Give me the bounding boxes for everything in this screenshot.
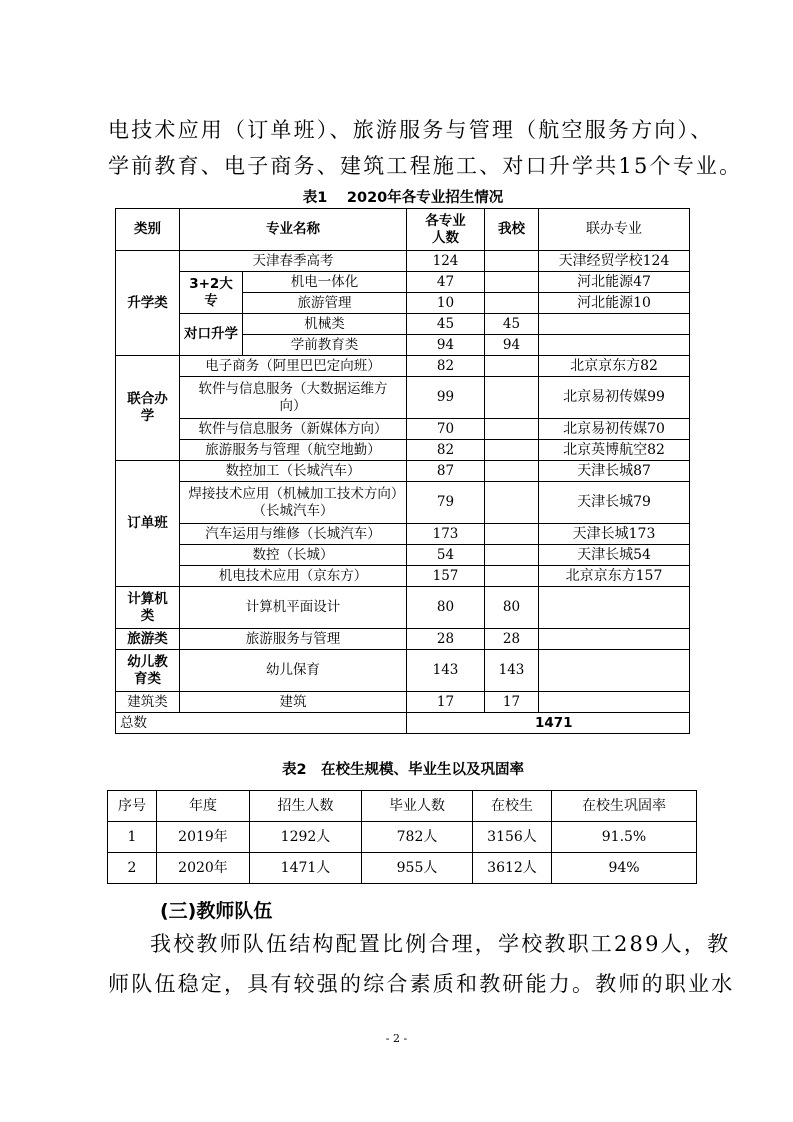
partner-cell [539,587,690,629]
table-row [108,822,697,853]
header-major: 专业名称 [180,209,407,251]
count-cell: 82 [407,356,485,377]
intro-line-2: 学前教育、电子商务、建筑工程施工、对口升学共15个专业。 [108,154,743,178]
count-cell: 173 [407,524,485,545]
partner-cell: 天津长城54 [539,545,690,566]
category-cell: 建筑类 [116,692,180,713]
table2-header: 毕业人数 [362,791,473,822]
count-cell: 28 [407,629,485,650]
table2-cell: 955人 [362,853,473,884]
table1-caption: 表1 2020年各专业招生情况 [302,190,504,206]
table2-cell: 3156人 [473,822,552,853]
table2-header: 在校生巩固率 [552,791,697,822]
count-cell: 82 [407,440,485,461]
total-label: 总数 [116,713,407,734]
school-cell [485,566,539,587]
intro-line-1: 电技术应用（订单班）、旅游服务与管理（航空服务方向）、 [108,118,714,142]
major-cell: 机电技术应用（京东方） [180,566,407,587]
partner-cell: 北京易初传媒70 [539,419,690,440]
major-cell: 软件与信息服务（大数据运维方向） [180,377,407,419]
partner-cell: 北京京东方82 [539,356,690,377]
major-cell: 机电一体化 [243,272,407,293]
table2-cell: 91.5% [552,822,697,853]
student-scale-table [107,790,697,884]
table2-cell: 1292人 [250,822,362,853]
category-cell: 订单班 [116,461,180,587]
count-cell: 157 [407,566,485,587]
table2-cell: 2020年 [157,853,250,884]
table2-cell: 1471人 [250,853,362,884]
count-cell: 45 [407,314,485,335]
school-cell [485,419,539,440]
table2-header: 招生人数 [250,791,362,822]
partner-cell [539,650,690,692]
partner-cell: 河北能源10 [539,293,690,314]
partner-cell [539,335,690,356]
partner-cell: 天津长城79 [539,482,690,524]
school-cell [485,356,539,377]
table-row [108,853,697,884]
major-cell: 汽车运用与维修（长城汽车） [180,524,407,545]
table2-cell: 3612人 [473,853,552,884]
major-cell: 幼儿保育 [180,650,407,692]
count-cell: 87 [407,461,485,482]
subcategory-cell: 对口升学 [180,314,243,356]
school-cell [485,482,539,524]
table2-cell: 94% [552,853,697,884]
page-number: - 2 - [385,1032,408,1045]
school-cell [485,272,539,293]
school-cell [485,293,539,314]
major-cell: 数控（长城） [180,545,407,566]
partner-cell: 天津长城173 [539,524,690,545]
header-school: 我校 [485,209,539,251]
category-cell: 联合办学 [116,356,180,461]
table2-caption: 表2 在校生规模、毕业生以及巩固率 [281,762,525,778]
major-cell: 机械类 [243,314,407,335]
major-cell: 旅游服务与管理 [180,629,407,650]
category-cell: 幼儿教育类 [116,650,180,692]
school-cell: 28 [485,629,539,650]
major-cell: 电子商务（阿里巴巴定向班） [180,356,407,377]
partner-cell [539,692,690,713]
header-count: 各专业人数 [407,209,485,251]
school-cell [485,545,539,566]
major-cell: 旅游管理 [243,293,407,314]
major-cell: 焊接技术应用（机械加工技术方向）（长城汽车） [180,482,407,524]
count-cell: 124 [407,251,485,272]
major-cell: 建筑 [180,692,407,713]
table2-cell: 2019年 [157,822,250,853]
table2-cell: 2 [108,853,157,884]
header-partner: 联办专业 [539,209,690,251]
school-cell: 17 [485,692,539,713]
partner-cell: 河北能源47 [539,272,690,293]
major-cell: 计算机平面设计 [180,587,407,629]
school-cell: 143 [485,650,539,692]
category-cell: 旅游类 [116,629,180,650]
major-cell: 旅游服务与管理（航空地勤） [180,440,407,461]
table2-cell: 782人 [362,822,473,853]
count-cell: 94 [407,335,485,356]
school-cell [485,440,539,461]
total-value: 1471 [407,713,690,734]
count-cell: 79 [407,482,485,524]
major-cell: 数控加工（长城汽车） [180,461,407,482]
school-cell [485,251,539,272]
school-cell: 45 [485,314,539,335]
school-cell: 94 [485,335,539,356]
school-cell [485,461,539,482]
category-cell: 计算机类 [116,587,180,629]
table2-header: 在校生 [473,791,552,822]
category-cell: 升学类 [116,251,180,356]
count-cell: 10 [407,293,485,314]
school-cell [485,524,539,545]
school-cell [485,377,539,419]
body-line-2: 师队伍稳定，具有较强的综合素质和教研能力。教师的职业水 [108,972,735,996]
count-cell: 47 [407,272,485,293]
count-cell: 143 [407,650,485,692]
partner-cell: 天津经贸学校124 [539,251,690,272]
header-category: 类别 [116,209,180,251]
count-cell: 17 [407,692,485,713]
major-cell: 学前教育类 [243,335,407,356]
subcategory-cell: 3+2大专 [180,272,243,314]
table2-header: 序号 [108,791,157,822]
table2-header: 年度 [157,791,250,822]
school-cell: 80 [485,587,539,629]
partner-cell: 北京英博航空82 [539,440,690,461]
major-cell: 软件与信息服务（新媒体方向） [180,419,407,440]
partner-cell: 北京京东方157 [539,566,690,587]
table2-cell: 1 [108,822,157,853]
enrollment-table [115,208,690,734]
partner-cell [539,314,690,335]
body-line-1: 我校教师队伍结构配置比例合理，学校教职工289人，教 [150,932,731,956]
count-cell: 99 [407,377,485,419]
partner-cell: 天津长城87 [539,461,690,482]
count-cell: 54 [407,545,485,566]
count-cell: 80 [407,587,485,629]
count-cell: 70 [407,419,485,440]
section-heading: (三)教师队伍 [160,900,273,922]
partner-cell: 北京易初传媒99 [539,377,690,419]
major-cell: 天津春季高考 [180,251,407,272]
partner-cell [539,629,690,650]
